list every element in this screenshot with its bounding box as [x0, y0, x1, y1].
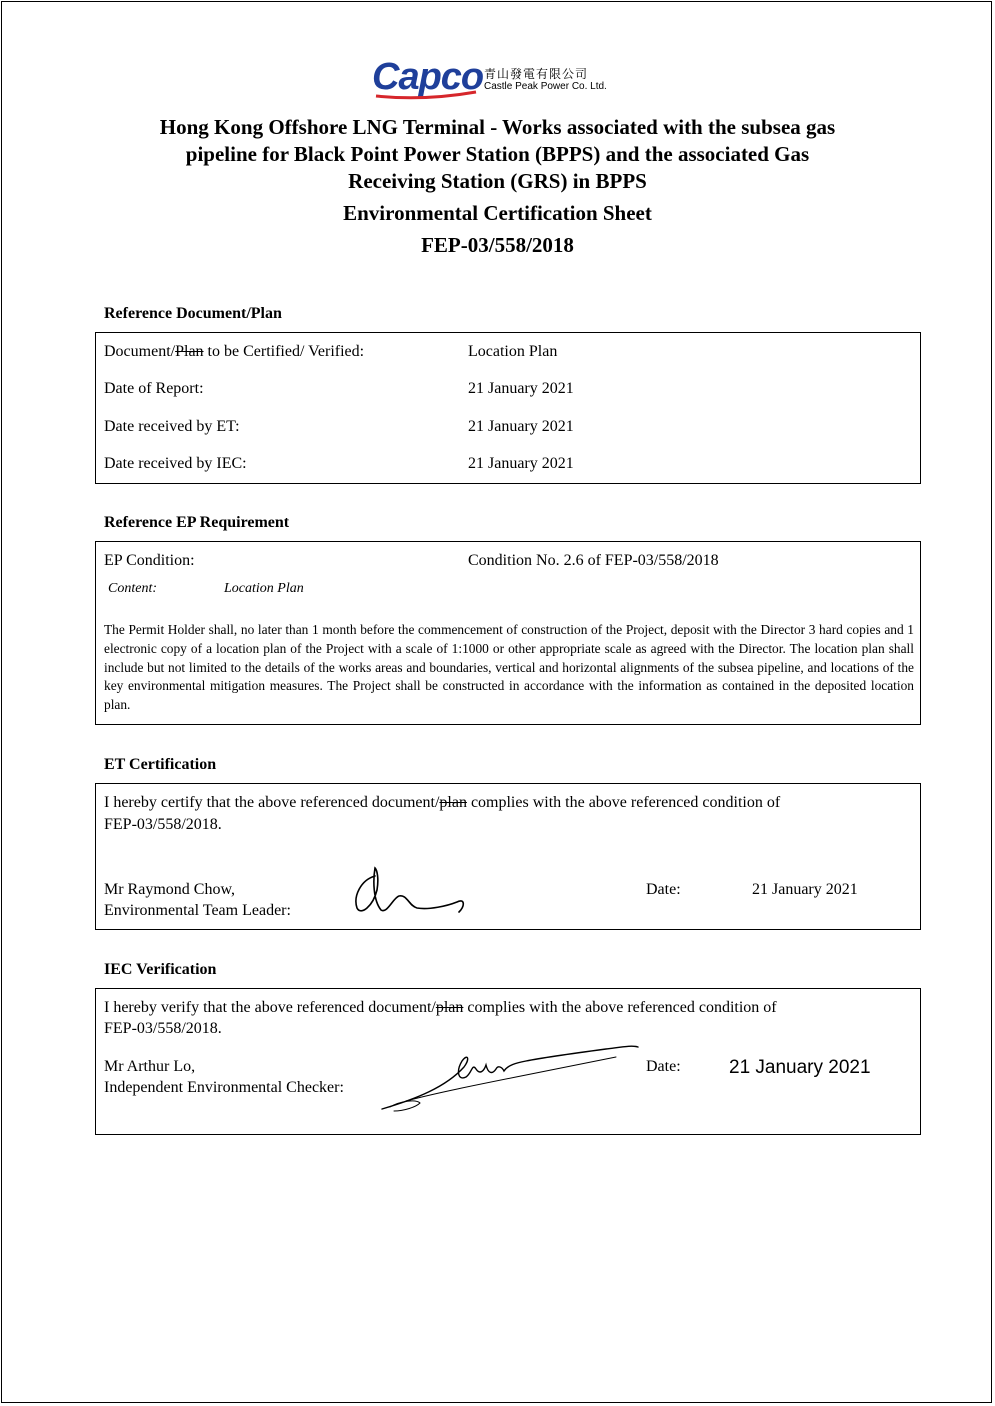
logo-swoosh-icon: [374, 90, 478, 100]
content-value: Location Plan: [224, 581, 304, 596]
sheet-name: Environmental Certification Sheet: [343, 201, 652, 225]
date-received-et-value: 21 January 2021: [468, 418, 574, 435]
title-line-3: Receiving Station (GRS) in BPPS: [348, 169, 647, 193]
reference-document-heading: Reference Document/Plan: [104, 305, 282, 322]
content-label: Content:: [108, 581, 157, 596]
title-line-2: pipeline for Black Point Power Station (BPPS) and the associated Gas: [185, 142, 810, 166]
et-signer-name: Mr Raymond Chow,: [104, 881, 235, 898]
ep-condition-label: EP Condition:: [104, 552, 195, 569]
logo-english-name: Castle Peak Power Co. Ltd.: [484, 81, 607, 92]
iec-signer-title: Independent Environmental Checker:: [104, 1079, 344, 1096]
et-statement: I hereby certify that the above referenced document/plan complies with the above referenced condition of: [104, 794, 781, 811]
date-received-iec-value: 21 January 2021: [468, 455, 574, 472]
et-signature-icon: [351, 866, 471, 918]
et-certification-box: [95, 783, 921, 930]
document-title: [60, 114, 935, 195]
ep-condition-value: Condition No. 2.6 of FEP-03/558/2018: [468, 552, 719, 569]
iec-date-label: Date:: [646, 1058, 681, 1075]
logo-brand: Capco: [372, 56, 484, 98]
et-date-value: 21 January 2021: [752, 881, 858, 898]
iec-statement: I hereby verify that the above referenced document/plan complies with the above referenced condition of: [104, 999, 777, 1016]
date-received-et-label: Date received by ET:: [104, 418, 240, 435]
date-of-report-value: 21 January 2021: [468, 380, 574, 397]
logo-chinese-name: 青山發電有限公司: [484, 67, 589, 81]
date-received-iec-label: Date received by IEC:: [104, 455, 247, 472]
iec-verification-heading: IEC Verification: [104, 961, 217, 978]
reference-document-box: [95, 332, 921, 484]
et-certification-heading: ET Certification: [104, 756, 217, 773]
iec-statement-line2: FEP-03/558/2018.: [104, 1020, 222, 1037]
iec-verification-box: [95, 988, 921, 1135]
permit-number: FEP-03/558/2018: [421, 233, 574, 257]
ep-condition-paragraph: The Permit Holder shall, no later than 1 month before the commencement of construction of the Project, deposit with the Director 3 hard copies and 1 electronic copy of a location plan of the Project with a scale of 1:1000 or other appropriate scale as agreed with the Director. The location plan shall include but not limited to the details of the works areas and boundaries, vertical and horizontal alignments of the subsea pipeline, and locations of the key environmental mitigation measures. The Project shall be constructed in accordance with the information as contained in the deposited location plan.: [104, 622, 914, 713]
iec-signer-name: Mr Arthur Lo,: [104, 1058, 196, 1075]
company-logo: [372, 56, 632, 98]
et-signer-title: Environmental Team Leader:: [104, 902, 291, 919]
ep-requirement-heading: Reference EP Requirement: [104, 514, 290, 531]
iec-date-value: 21 January 2021: [729, 1057, 871, 1078]
ep-requirement-box: [95, 541, 921, 725]
title-line-1: Hong Kong Offshore LNG Terminal - Works associated with the subsea gas: [159, 115, 836, 139]
document-label: Document/Plan to be Certified/ Verified:: [104, 343, 365, 360]
iec-signature-icon: [376, 1041, 646, 1113]
et-statement-line2: FEP-03/558/2018.: [104, 816, 222, 833]
et-date-label: Date:: [646, 881, 681, 898]
document-value: Location Plan: [468, 343, 558, 360]
date-of-report-label: Date of Report:: [104, 380, 204, 397]
